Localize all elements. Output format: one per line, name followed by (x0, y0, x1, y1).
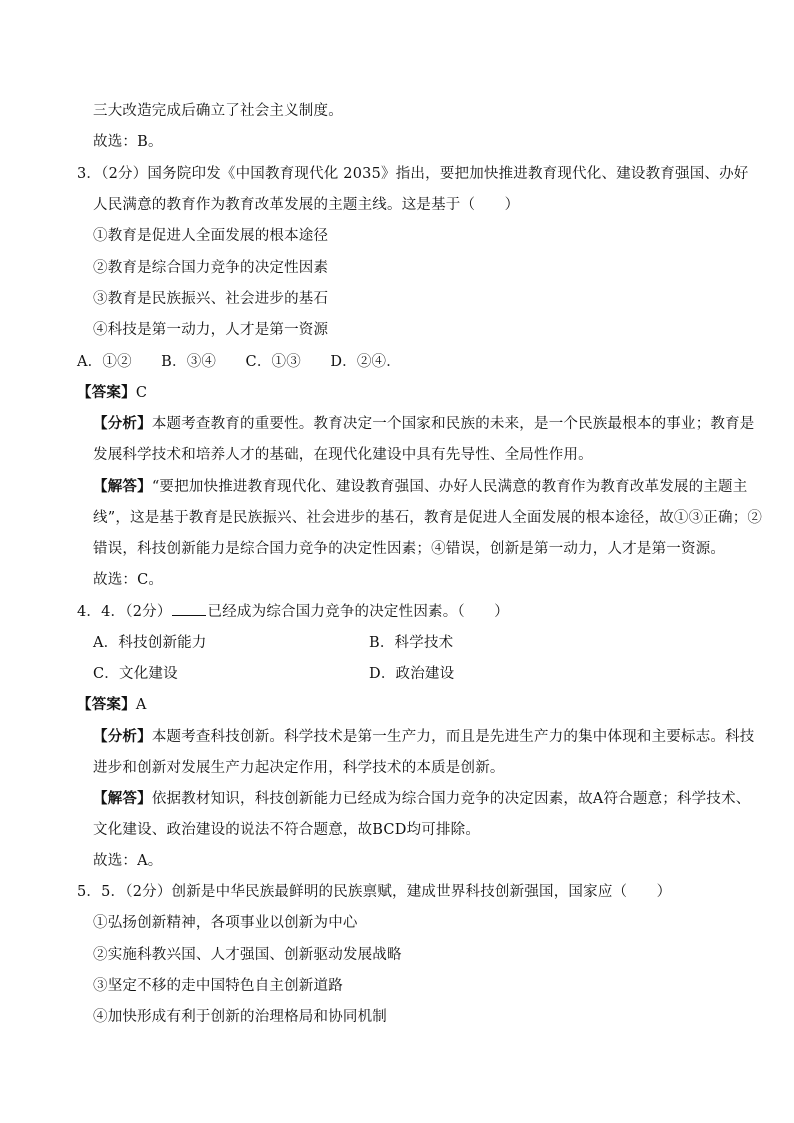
q3-answer (77, 383, 147, 403)
solution-tag: 【解答】 (93, 790, 152, 807)
q4-option-a: A．科技创新能力 (93, 635, 207, 651)
q4-stem-prefix: 4．4．（2分） (77, 604, 172, 620)
q3-stem-line1: 3．（2分）国务院印发《中国教育现代化 2035》指出，要把加快推进教育现代化、建设教育强国、办好 (77, 166, 749, 182)
q3-analysis-line1 (93, 414, 755, 434)
prev-select: 故选：B。 (93, 134, 163, 150)
q3-option-2: ②教育是综合国力竞争的决定性因素 (93, 260, 329, 276)
q3-option-4: ④科技是第一动力，人才是第一资源 (93, 322, 329, 338)
analysis-text: 本题考查科技创新。科学技术是第一生产力，而且是先进生产力的集中体现和主要标志。科技 (151, 729, 755, 745)
q3-solution-line1 (93, 477, 747, 497)
q5-option-3: ③坚定不移的走中国特色自主创新道路 (93, 978, 343, 994)
q3-select: 故选：C。 (93, 572, 164, 588)
q4-select: 故选：A。 (93, 853, 163, 869)
q3-choices: A．①② B．③④ C．①③ D．②④． (77, 354, 401, 370)
answer-tag: 【答案】 (77, 384, 136, 401)
q3-solution-line2: 线”，这是基于教育是民族振兴、社会进步的基石，教育是促进人全面发展的根本途径，故①③正确；② (93, 510, 763, 526)
prev-answer-tail: 三大改造完成后确立了社会主义制度。 (93, 103, 343, 119)
analysis-text: 本题考查教育的重要性。教育决定一个国家和民族的未来，是一个民族最根本的事业；教育是 (151, 416, 755, 432)
fill-in-blank (172, 601, 206, 616)
q4-analysis-line1 (93, 727, 755, 747)
q4-option-c: C．文化建设 (93, 666, 178, 682)
analysis-tag: 【分析】 (93, 415, 152, 432)
solution-text: “要把加快推进教育现代化、建设教育强国、办好人民满意的教育作为教育改革发展的主题主 (151, 479, 748, 495)
solution-tag: 【解答】 (93, 478, 152, 495)
q3-stem-line2: 人民满意的教育作为教育改革发展的主题主线。这是基于（ ） (93, 197, 520, 213)
q4-option-b: B．科学技术 (369, 635, 454, 651)
answer-value: C (135, 385, 148, 401)
analysis-tag: 【分析】 (93, 728, 152, 745)
q4-solution-line2: 文化建设、政治建设的说法不符合题意，故BCD均可排除。 (93, 822, 481, 838)
solution-text: 依据教材知识，科技创新能力已经成为综合国力竞争的决定因素，故A符合题意；科学技术、 (151, 791, 751, 807)
q4-analysis-line2: 进步和创新对发展生产力起决定作用，科学技术的本质是创新。 (93, 760, 505, 776)
q5-option-1: ①弘扬创新精神，各项事业以创新为中心 (93, 915, 358, 931)
q4-stem (77, 601, 509, 622)
q3-solution-line3: 错误，科技创新能力是综合国力竞争的决定性因素；④错误，创新是第一动力，人才是第一资源。 (93, 541, 726, 557)
q4-solution-line1 (93, 789, 750, 809)
q3-analysis-line2: 发展科学技术和培养人才的基础，在现代化建设中具有先导性、全局性作用。 (93, 447, 593, 463)
q4-option-d: D．政治建设 (369, 666, 455, 682)
answer-tag: 【答案】 (77, 696, 136, 713)
q4-answer (77, 695, 146, 715)
answer-value: A (135, 697, 147, 713)
q3-option-1: ①教育是促进人全面发展的根本途径 (93, 228, 329, 244)
q5-option-2: ②实施科教兴国、人才强国、创新驱动发展战略 (93, 947, 402, 963)
q4-stem-suffix: 已经成为综合国力竞争的决定性因素。（ ） (207, 604, 509, 620)
q3-option-3: ③教育是民族振兴、社会进步的基石 (93, 291, 329, 307)
q5-option-4: ④加快形成有利于创新的治理格局和协同机制 (93, 1009, 387, 1025)
q5-stem: 5．5．（2分）创新是中华民族最鲜明的民族禀赋，建成世界科技创新强国，国家应（ ） (77, 884, 672, 900)
